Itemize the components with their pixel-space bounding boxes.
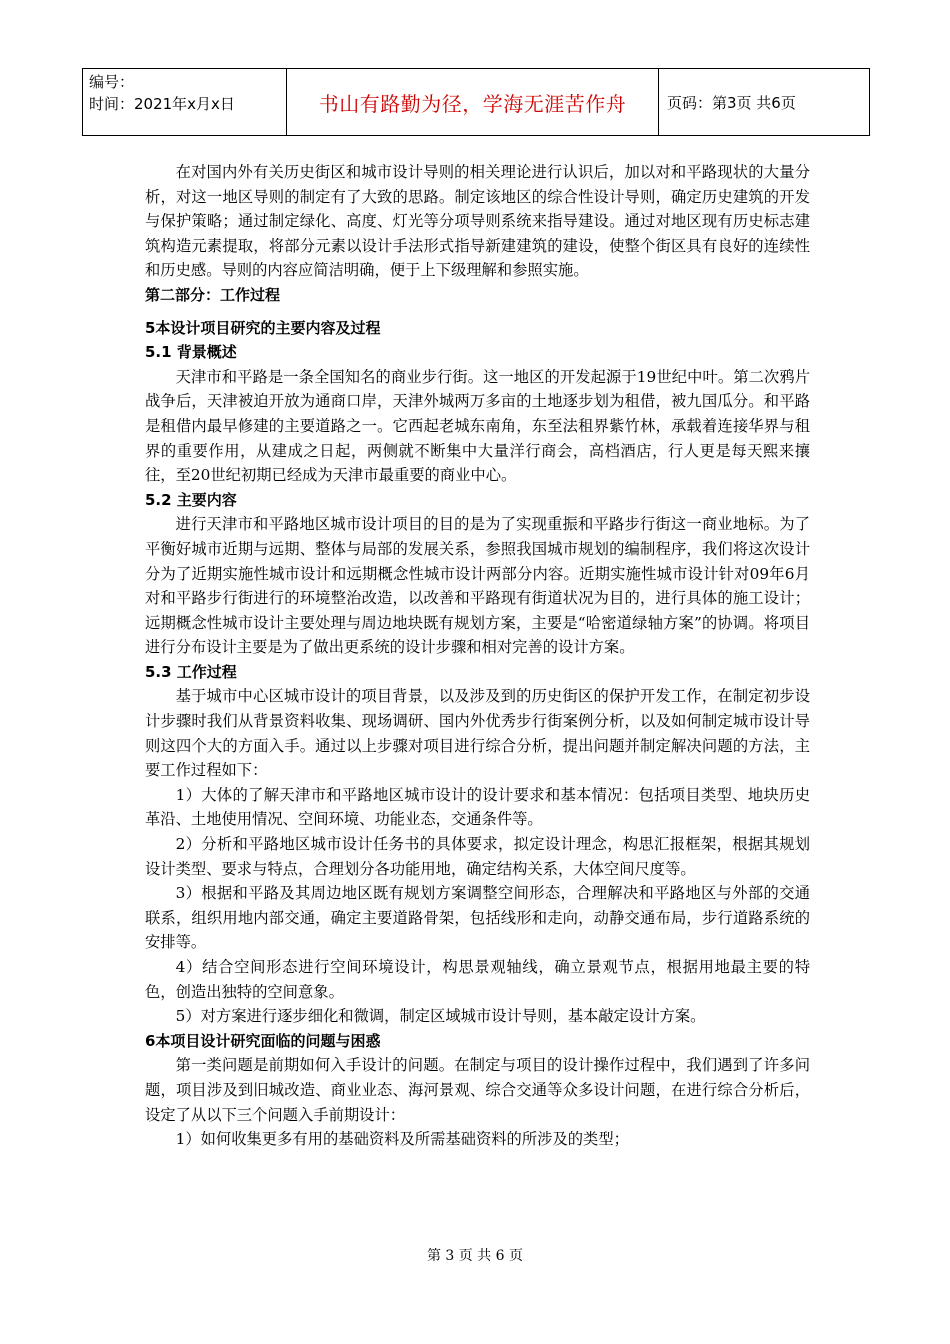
section51-heading: 5.1 背景概述 <box>145 343 237 362</box>
section53-paragraph: 基于城市中心区城市设计的项目背景，以及涉及到的历史街区的保护开发工作，在制定初步设计步骤时我们从背景资料收集、现场调研、国内外优秀步行街案例分析，以及如何制定城市设计导则这四个大的方面入手。通过以上步骤对项目进行综合分析，提出问题并制定解决问题的方法，主要工作过程如下： <box>145 687 810 780</box>
footer-page-number: 第 3 页 共 6 页 <box>426 1248 524 1264</box>
list-item: 5）对方案进行逐步细化和微调，制定区域城市设计导则，基本敲定设计方案。 <box>175 1007 706 1026</box>
list-item: 1）大体的了解天津市和平路地区城市设计的设计要求和基本情况：包括项目类型、地块历史革沿、土地使用情况、空间环境、功能业态，交通条件等。 <box>145 785 810 829</box>
section52-paragraph: 进行天津市和平路地区城市设计项目的目的是为了实现重振和平路步行街这一商业地标。为了平衡好城市近期与远期、整体与局部的发展关系，参照我国城市规划的编制程序，我们将这次设计分为了近期实施性城市设计和远期概念性城市设计两部分内容。近期实施性城市设计针对09年6月对和平路步行街进行的环境整治改造，以改善和平路现有街道状况为目的，进行具体的施工设计；远期概念性城市设计主要处理与周边地块既有规划方案，主要是“哈密道绿轴方案”的协调。将项目进行分布设计主要是为了做出更系统的设计步骤和相对完善的设计方案。 <box>145 515 810 657</box>
time-label: 时间：2021年x月x日 <box>89 95 235 113</box>
intro-paragraph: 在对国内外有关历史街区和城市设计导则的相关理论进行认识后，加以对和平路现状的大量分析，对这一地区导则的制定有了大致的思路。制定该地区的综合性设计导则，确定历史建筑的开发与保护策略；通过制定绿化、高度、灯光等分项导则系统来指导建设。通过对地区现有历史标志建筑构造元素提取，将部分元素以设计手法形式指导新建建筑的建设，使整个街区具有良好的连续性和历史感。导则的内容应简洁明确，便于上下级理解和参照实施。 <box>145 163 810 280</box>
section6-heading: 6本项目设计研究面临的问题与困惑 <box>145 1031 381 1050</box>
list-item: 2）分析和平路地区城市设计任务书的具体要求，拟定设计理念，构思汇报框架，根据其规划设计类型、要求与特点，合理划分各功能用地，确定结构关系，大体空间尺度等。 <box>145 835 810 878</box>
section53-heading: 5.3 工作过程 <box>145 662 237 681</box>
section5-heading: 5本设计项目研究的主要内容及过程 <box>145 318 381 337</box>
part2-heading: 第二部分：工作过程 <box>145 285 281 304</box>
list-item: 3）根据和平路及其周边地区既有规划方案调整空间形态，合理解决和平路地区与外部的交通联系，组织用地内部交通，确定主要道路骨架，包括线形和走向，动静交通布局，步行道路系统的安排等。 <box>145 884 810 952</box>
number-label: 编号： <box>89 73 135 91</box>
header-motto: 书山有路勤为径，学海无涯苦作舟 <box>287 69 659 135</box>
list-item: 4）结合空间形态进行空间环境设计，构思景观轴线，确立景观节点，根据用地最主要的特色，创造出独特的空间意象。 <box>145 958 810 1001</box>
section52-heading: 5.2 主要内容 <box>145 490 237 509</box>
page-footer <box>0 1245 950 1265</box>
header-meta <box>83 69 287 135</box>
section51-paragraph: 天津市和平路是一条全国知名的商业步行街。这一地区的开发起源于19世纪中叶。第二次鸦片战争后，天津被迫开放为通商口岸，天津外城两万多亩的土地逐步划为租借，被九国瓜分。和平路是租借内最早修建的主要道路之一。它西起老城东南角，东至法租界紫竹林，承载着连接华界与租界的重要作用，从建成之日起，两侧就不断集中大量洋行商会，高档酒店，行人更是每天熙来攘往，至20世纪初期已经成为天津市最重要的商业中心。 <box>145 367 810 485</box>
header-page-info: 页码：第3页 共6页 <box>667 93 796 112</box>
document-body <box>145 160 810 1152</box>
section6-paragraph: 第一类问题是前期如何入手设计的问题。在制定与项目的设计操作过程中，我们遇到了许多问题，项目涉及到旧城改造、商业业态、海河景观、综合交通等众多设计问题，在进行综合分析后，设定了从以下三个问题入手前期设计： <box>145 1056 810 1124</box>
list-item: 1）如何收集更多有用的基础资料及所需基础资料的所涉及的类型； <box>175 1130 629 1149</box>
page-header <box>82 68 870 136</box>
